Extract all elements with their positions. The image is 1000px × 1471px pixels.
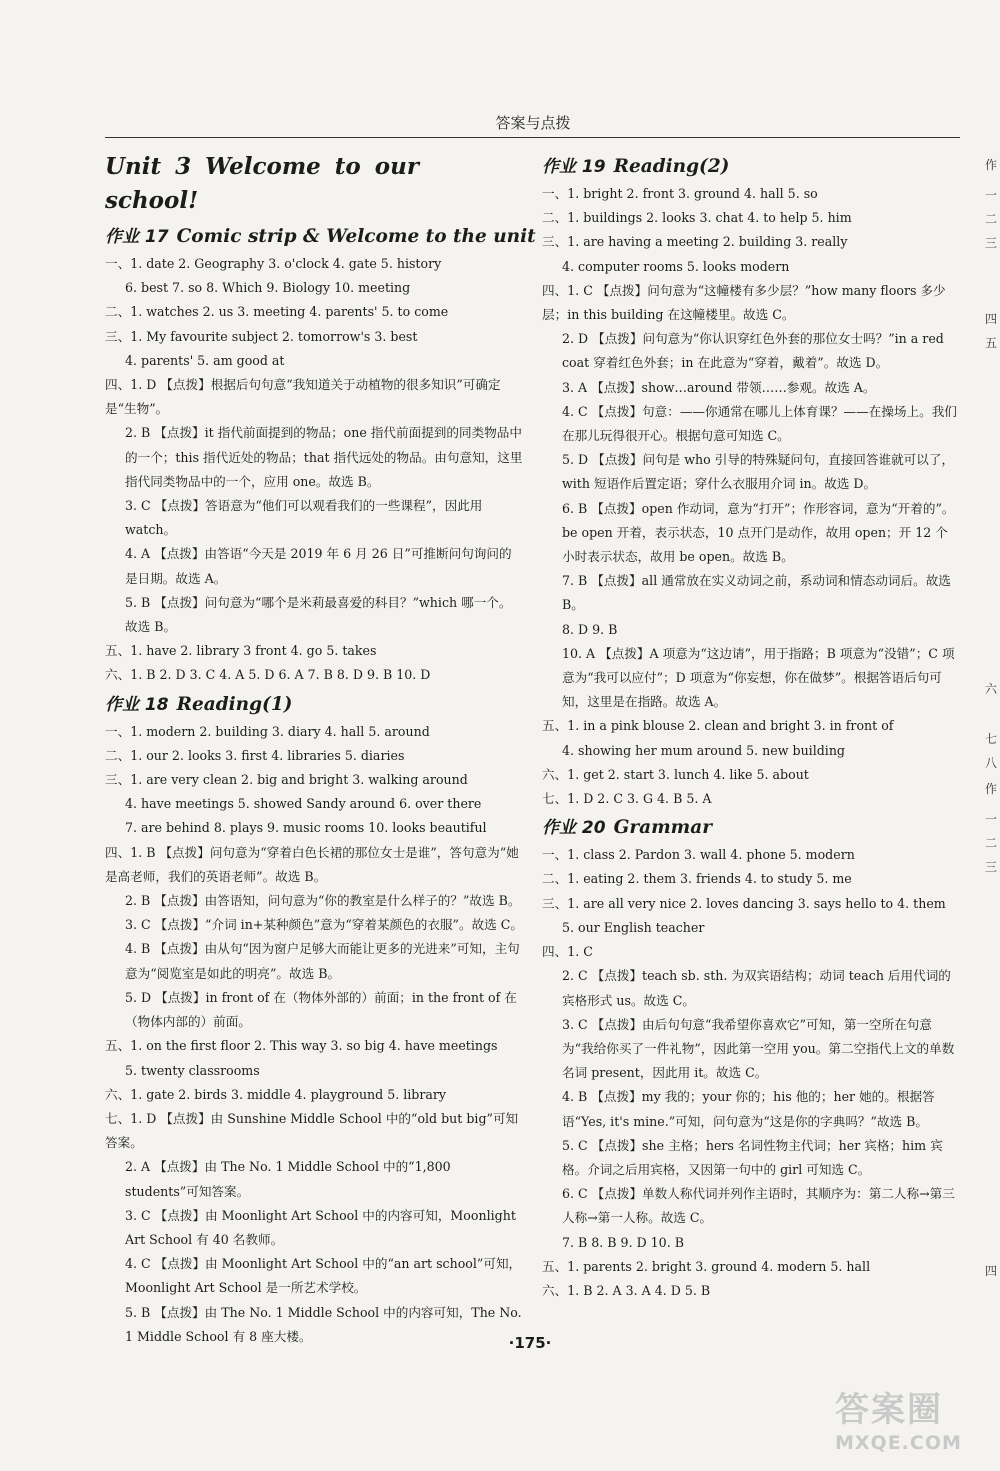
answer-line: 6. best 7. so 8. Which 9. Biology 10. meeting: [125, 280, 411, 296]
answer-explanation: 8. D 9. B: [562, 621, 618, 637]
right-column: [542, 150, 960, 1303]
answer-line: 三、1. My favourite subject 2. tomorrow's 3. best: [105, 328, 418, 344]
answer-line: 六、1. B 2. D 3. C 4. A 5. D 6. A 7. B 8. D 9. B 10. D: [105, 667, 431, 683]
hw17-title: [105, 222, 536, 252]
answer-line: 五、1. on the first floor 2. This way 3. so big 4. have meetings: [105, 1038, 498, 1054]
hw17-name: Comic strip & Welcome to the unit: [176, 226, 536, 247]
answer-line: 4. computer rooms 5. looks modern: [562, 258, 790, 274]
answer-explanation: 6. C 【点拨】单数人称代词并列作主语时，其顺序为：第二人称→第三人称→第一人称。故选 C。: [562, 1186, 955, 1226]
hw20-name: Grammar: [613, 817, 712, 839]
answer-explanation: 3. C 【点拨】由后句句意“我希望你喜欢它”可知，第一空所在句意为“我给你买了一件礼物”，因此第一空用 you。第二空指代上文的单数名词 present，因此用 it。故选 C。: [562, 1016, 955, 1081]
answer-explanation: 2. B 【点拨】it 指代前面提到的物品；one 指代前面提到的同类物品中的一个；this 指代近处的物品；that 指代远处的物品。由句意知，这里指代同类物品中的一个，应用 one。故选 B。: [125, 425, 523, 489]
edge-glyph: 三: [985, 860, 998, 874]
answer-explanation: 5. C 【点拨】she 主格；hers 名词性物主代词；her 宾格；him 宾格。介词之后用宾格，又因第一句中的 girl 可知选 C。: [562, 1137, 943, 1177]
answer-line: 四、1. C: [542, 944, 593, 960]
answer-explanation: 3. A 【点拨】show…around 带领……参观。故选 A。: [562, 379, 876, 395]
answer-explanation: 4. B 【点拨】my 我的；your 你的；his 他的；her 她的。根据答语“Yes, it's mine.”可知，问句意为“这是你的字典吗？”故选 B。: [562, 1089, 935, 1129]
edge-glyph: 一: [985, 188, 998, 202]
hw20-number: 作业 20: [542, 818, 606, 839]
page-header: 答案与点拨: [495, 114, 571, 132]
answer-line: 二、1. buildings 2. looks 3. chat 4. to help 5. him: [542, 210, 852, 226]
answer-explanation: 四、1. D 【点拨】根据后句句意“我知道关于动植物的很多知识”可确定是“生物”。: [105, 377, 501, 417]
answer-line: 一、1. modern 2. building 3. diary 4. hall 5. around: [105, 723, 430, 739]
hw18-number: 作业 18: [105, 694, 169, 715]
answer-explanation: 5. B 【点拨】问句意为“哪个是米莉最喜爱的科目？”which 哪一个。故选 B。: [125, 594, 512, 635]
answer-line: 一、1. class 2. Pardon 3. wall 4. phone 5. modern: [542, 847, 855, 863]
answer-line: 5. twenty classrooms: [125, 1062, 260, 1078]
watermark-logo-text: 答案圈: [835, 1390, 943, 1430]
answer-line: 五、1. have 2. library 3 front 4. go 5. takes: [105, 643, 377, 659]
hw17-number: 作业 17: [105, 227, 169, 247]
answer-explanation: 5. D 【点拨】问句是 who 引导的特殊疑问句，直接回答谁就可以了，with 短语作后置定语；穿什么衣服用介词 in。故选 D。: [562, 452, 955, 492]
answer-line: 5. our English teacher: [562, 919, 705, 935]
header-rule: [105, 137, 960, 138]
answer-explanation: 四、1. C 【点拨】问句意为“这幢楼有多少层？”how many floors 多少层；in this building 在这幢楼里。故选 C。: [542, 282, 946, 323]
answer-explanation: 4. C 【点拨】由 Moonlight Art School 中的“an art school”可知，Moonlight Art School 是一所艺术学校。: [125, 1256, 522, 1296]
answer-line: 7. are behind 8. plays 9. music rooms 10. looks beautiful: [125, 820, 487, 836]
answer-explanation: 2. B 【点拨】由答语知，问句意为“你的教室是什么样子的？”故选 B。: [125, 893, 521, 909]
page-number: ·175·: [508, 1334, 552, 1352]
answer-explanation: 2. C 【点拨】teach sb. sth. 为双宾语结构；动词 teach 后用代词的宾格形式 us。故选 C。: [562, 968, 951, 1008]
edge-glyph: 二: [985, 836, 998, 850]
answer-explanation: 四、1. B 【点拨】问句意为“穿着白色长裙的那位女士是谁”，答句意为“她是高老师，我们的英语老师”。故选 B。: [105, 844, 519, 884]
answer-line: 三、1. are all very nice 2. loves dancing 3. says hello to 4. them: [542, 895, 946, 911]
answer-line: 4. have meetings 5. showed Sandy around 6. over there: [125, 796, 482, 812]
hw18-name: Reading(1): [176, 693, 293, 715]
unit-title: Unit 3 Welcome to our school!: [105, 153, 419, 214]
answer-line: 4. showing her mum around 5. new building: [562, 742, 845, 758]
edge-glyph: 三: [985, 236, 998, 250]
edge-glyph: 八: [985, 756, 998, 770]
edge-glyph: 四: [985, 1264, 998, 1278]
answer-explanation: 2. A 【点拨】由 The No. 1 Middle School 中的“1,800 students”可知答案。: [125, 1159, 451, 1199]
hw19-title: [542, 152, 960, 182]
edge-glyph: 四: [985, 312, 998, 326]
hw19-name: Reading(2): [613, 156, 730, 177]
edge-glyph: 作: [985, 158, 998, 172]
answer-line: 五、1. in a pink blouse 2. clean and bright 3. in front of: [542, 718, 894, 734]
answer-line: 7. B 8. B 9. D 10. B: [562, 1234, 684, 1250]
answer-line: 二、1. our 2. looks 3. first 4. libraries 5. diaries: [105, 747, 405, 763]
edge-glyph: 七: [985, 732, 998, 746]
answer-explanation: 5. B 【点拨】由 The No. 1 Middle School 中的内容可知，The No. 1 Middle School 有 8 座大楼。: [125, 1304, 522, 1344]
edge-glyph: 作: [985, 782, 998, 796]
answer-explanation: 3. C 【点拨】由 Moonlight Art School 中的内容可知，Moonlight Art School 有 40 名教师。: [125, 1207, 516, 1247]
answer-line: 4. parents' 5. am good at: [125, 352, 285, 368]
answer-explanation: 5. D 【点拨】in front of 在（物体外部的）前面；in the front of 在（物体内部的）前面。: [125, 989, 517, 1030]
answer-line: 六、1. gate 2. birds 3. middle 4. playground 5. library: [105, 1086, 447, 1102]
answer-explanation: 6. B 【点拨】open 作动词，意为“打开”；作形容词，意为“开着的”。be open 开着，表示状态，10 点开门是动作，故用 open；开 12 个小时表示状态，故用 be open。故选 B。: [562, 500, 955, 565]
answer-explanation: 4. B 【点拨】由从句“因为窗户足够大而能让更多的光进来”可知，主句意为“阅览室是如此的明亮”。故选 B。: [125, 941, 520, 981]
answer-line: 三、1. are very clean 2. big and bright 3. walking around: [105, 772, 468, 788]
site-watermark: [835, 1388, 995, 1468]
hw20-title: [542, 813, 960, 843]
answer-line: 二、1. eating 2. them 3. friends 4. to study 5. me: [542, 871, 852, 887]
answer-explanation: 七、1. D 【点拨】由 Sunshine Middle School 中的“old but big”可知答案。: [105, 1110, 519, 1151]
answer-line: 一、1. date 2. Geography 3. o'clock 4. gate 5. history: [105, 256, 442, 271]
answer-line: 二、1. watches 2. us 3. meeting 4. parents' 5. to come: [105, 304, 449, 320]
watermark-url: MXQE.COM: [835, 1432, 962, 1454]
answer-line: 一、1. bright 2. front 3. ground 4. hall 5. so: [542, 186, 818, 201]
answer-explanation: 4. C 【点拨】句意：——你通常在哪儿上体育课？——在操场上。我们在那儿玩得很开心。根据句意可知选 C。: [562, 403, 957, 444]
hw18-title: [105, 690, 523, 720]
answer-line: 六、1. get 2. start 3. lunch 4. like 5. about: [542, 766, 809, 782]
answer-explanation: 2. D 【点拨】问句意为“你认识穿红色外套的那位女士吗？”in a red coat 穿着红色外套；in 在此意为“穿着，戴着”。故选 D。: [562, 331, 944, 371]
edge-glyph: 五: [985, 336, 998, 350]
answer-line: 三、1. are having a meeting 2. building 3. really: [542, 234, 848, 250]
edge-glyph: 二: [985, 212, 998, 226]
answer-explanation: 4. A 【点拨】由答语“今天是 2019 年 6 月 26 日”可推断问句询问的是日期。故选 A。: [125, 546, 512, 586]
hw19-number: 作业 19: [542, 157, 606, 177]
answer-line: 五、1. parents 2. bright 3. ground 4. modern 5. hall: [542, 1258, 871, 1274]
answer-line: 七、1. D 2. C 3. G 4. B 5. A: [542, 791, 712, 807]
answer-explanation: 7. B 【点拨】all 通常放在实义动词之前，系动词和情态动词后。故选 B。: [562, 573, 951, 613]
answer-line: 六、1. B 2. A 3. A 4. D 5. B: [542, 1282, 711, 1298]
edge-glyph: 六: [985, 682, 998, 696]
answer-explanation: 3. C 【点拨】“介词 in+某种颜色”意为“穿着某颜色的衣服”。故选 C。: [125, 917, 523, 933]
answer-explanation: 3. C 【点拨】答语意为“他们可以观看我们的一些课程”，因此用 watch。: [125, 498, 483, 538]
edge-glyph: 一: [985, 812, 998, 826]
answer-explanation: 10. A 【点拨】A 项意为“这边请”，用于指路；B 项意为“没错”；C 项意为“我可以应付”；D 项意为“你妄想，你在做梦”。根据答语后句可知，这里是在指路。故选 A。: [562, 645, 955, 710]
